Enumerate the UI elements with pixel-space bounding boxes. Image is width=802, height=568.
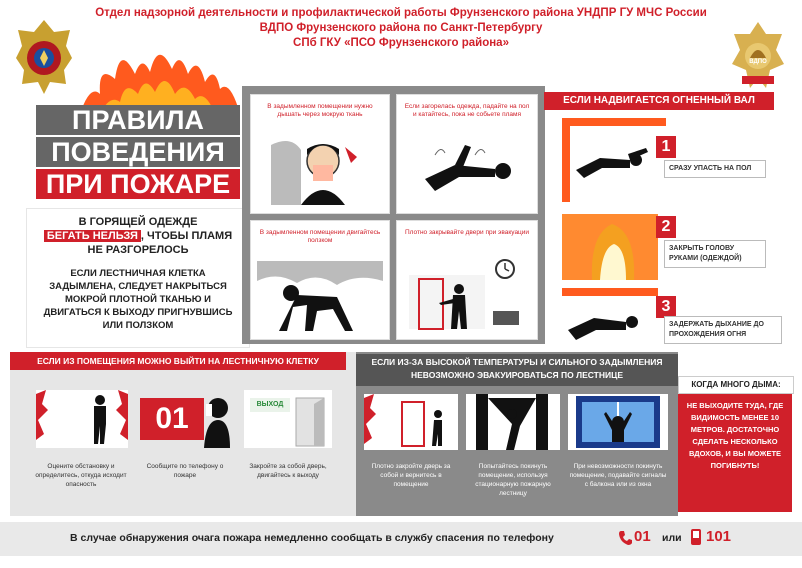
- smoke-box-title: КОГДА МНОГО ДЫМА:: [678, 376, 794, 394]
- window-signal-icon: [568, 394, 668, 450]
- warning-line-3: НЕ РАЗГОРЕЛОСЬ: [87, 244, 189, 256]
- crawling-person-icon: [257, 261, 383, 333]
- tip-caption: Если загорелась одежда, падайте на пол и катайтесь, пока не собьете пламя: [404, 103, 530, 118]
- rolling-person-icon: [415, 135, 519, 205]
- tip-card-close-doors: [396, 220, 538, 340]
- person-holding-breath-icon: [562, 296, 652, 346]
- tip-card-crawl: [250, 220, 390, 340]
- no-stairs-caption-2: Попытайтесь покинуть помещение, используя стационарную пожарную лестницу: [475, 463, 551, 497]
- warning-line-1: В ГОРЯЩЕЙ ОДЕЖДЕ: [78, 216, 198, 228]
- vdpo-emblem-icon: [728, 18, 788, 96]
- tip-card-roll-on-floor: [396, 94, 538, 214]
- stairs-step-2-image: [140, 392, 230, 448]
- mchs-emblem-icon: [14, 18, 74, 96]
- warning-highlight: БЕГАТЬ НЕЛЬЗЯ: [44, 230, 141, 242]
- header-line-2: ВДПО Фрунзенского района по Санкт-Петербургу: [259, 22, 543, 34]
- person-phoning-icon: [200, 394, 232, 448]
- fire-wave-title: ЕСЛИ НАДВИГАЕТСЯ ОГНЕННЫЙ ВАЛ: [544, 92, 774, 110]
- no-stairs-step-1-image: [364, 394, 458, 450]
- no-stairs-step-3-image: [568, 394, 668, 450]
- person-covering-head-icon: [562, 204, 658, 280]
- exit-sign: ВЫХОД: [250, 398, 290, 412]
- fire-ladder-icon: [466, 394, 560, 450]
- no-stairs-section-title: ЕСЛИ ИЗ-ЗА ВЫСОКОЙ ТЕМПЕРАТУРЫ И СИЛЬНОГО ЗАДЫМЛЕНИЯ НЕВОЗМОЖНО ЭВАКУИРОВАТЬСЯ ПО ЛЕСТНИЦЕ: [356, 354, 678, 386]
- smoke-box-text: НЕ ВЫХОДИТЕ ТУДА, ГДЕ ВИДИМОСТЬ МЕНЕЕ 10 МЕТРОВ. ДОСТАТОЧНО СДЕЛАТЬ НЕСКОЛЬКО ВДОХОВ, И ВЫ МОЖЕТЕ ПОГИБНУТЬ!: [678, 394, 792, 512]
- closing-door-icon: [409, 255, 527, 335]
- emergency-number-badge: 01: [140, 398, 204, 440]
- fire-wave-step-2-number: 2: [656, 216, 676, 238]
- tip-caption: В задымленном помещении двигайтесь ползком: [259, 229, 381, 244]
- title-line-3: ПРИ ПОЖАРЕ: [36, 169, 240, 199]
- header-line-3: СПб ГКУ «ПСО Фрунзенского района»: [293, 37, 509, 49]
- fire-wave-step-3-image: [562, 288, 658, 354]
- smoky-stairs-advice: ЕСЛИ ЛЕСТНИЧНАЯ КЛЕТКА ЗАДЫМЛЕНА, СЛЕДУЕТ НАКРЫТЬСЯ МОКРОЙ ПЛОТНОЙ ТКАНЬЮ И ДВИГАТЬСЯ К ВЫХОДУ ПРИГНУВШИСЬ ИЛИ ПОЛЗКОМ: [43, 268, 233, 331]
- exit-door-icon: [294, 394, 330, 448]
- no-stairs-step-2-image: [466, 394, 560, 450]
- title-flame-icon: [80, 34, 240, 114]
- no-stairs-caption-3: При невозможности покинуть помещение, подавайте сигналы с балкона или из окна: [569, 463, 667, 488]
- footer-phone-2: 101: [706, 528, 732, 545]
- footer-phone-1: 01: [634, 528, 651, 545]
- fire-wave-step-3-number: 3: [656, 296, 676, 318]
- no-stairs-caption-1: Плотно закройте дверь за собой и вернитесь в помещение: [371, 463, 451, 488]
- stairs-caption-2: Сообщите по телефону о пожаре: [146, 463, 224, 479]
- fire-wave-step-1-image: [562, 118, 666, 202]
- title-line-2: ПОВЕДЕНИЯ: [36, 137, 240, 167]
- stairs-caption-3: Закройте за собой дверь, двигайтесь к выходу: [249, 463, 327, 479]
- fire-wave-step-2-image: [562, 204, 658, 280]
- tip-caption: В задымленном помещении нужно дышать через мокрую ткань: [267, 103, 373, 118]
- wet-cloth-person-icon: [271, 135, 369, 205]
- warning-line-2-rest: , ЧТОБЫ ПЛАМЯ: [140, 230, 233, 242]
- fire-wave-step-2-text: ЗАКРЫТЬ ГОЛОВУ РУКАМИ (ОДЕЖДОЙ): [664, 240, 766, 268]
- return-to-room-icon: [364, 394, 458, 450]
- stairs-step-1-image: [36, 390, 128, 448]
- stairs-section-title: ЕСЛИ ИЗ ПОМЕЩЕНИЯ МОЖНО ВЫЙТИ НА ЛЕСТНИЧНУЮ КЛЕТКУ: [10, 352, 346, 370]
- title-line-1: ПРАВИЛА: [36, 105, 240, 135]
- fire-wave-step-1-number: 1: [656, 136, 676, 158]
- left-info-panel: [26, 208, 250, 348]
- stairs-caption-1: Оцените обстановку и определитесь, откуда исходит опасность: [35, 463, 127, 488]
- stairs-step-3-image: [244, 390, 332, 448]
- footer-text: В случае обнаружения очага пожара немедленно сообщать в службу спасения по телефону: [70, 532, 554, 544]
- mobile-phone-icon: [690, 528, 702, 546]
- phone-icon: [618, 530, 632, 546]
- footer-or: или: [662, 532, 682, 544]
- burning-clothes-warning: [27, 215, 249, 257]
- tip-caption: Плотно закрывайте двери при эвакуации: [404, 229, 530, 236]
- header-line-1: Отдел надзорной деятельности и профилактической работы Фрунзенского района УНДПР ГУ МЧС России: [95, 7, 707, 19]
- tip-card-wet-cloth: [250, 94, 390, 214]
- person-assessing-icon: [36, 390, 128, 448]
- fire-wave-step-3-text: ЗАДЕРЖАТЬ ДЫХАНИЕ ДО ПРОХОЖДЕНИЯ ОГНЯ: [664, 316, 782, 344]
- warning-line-2: [27, 229, 249, 243]
- fire-wave-step-1-text: СРАЗУ УПАСТЬ НА ПОЛ: [664, 160, 766, 178]
- vdpo-emblem-label: ВДПО: [749, 59, 767, 65]
- person-lying-icon: [570, 130, 660, 190]
